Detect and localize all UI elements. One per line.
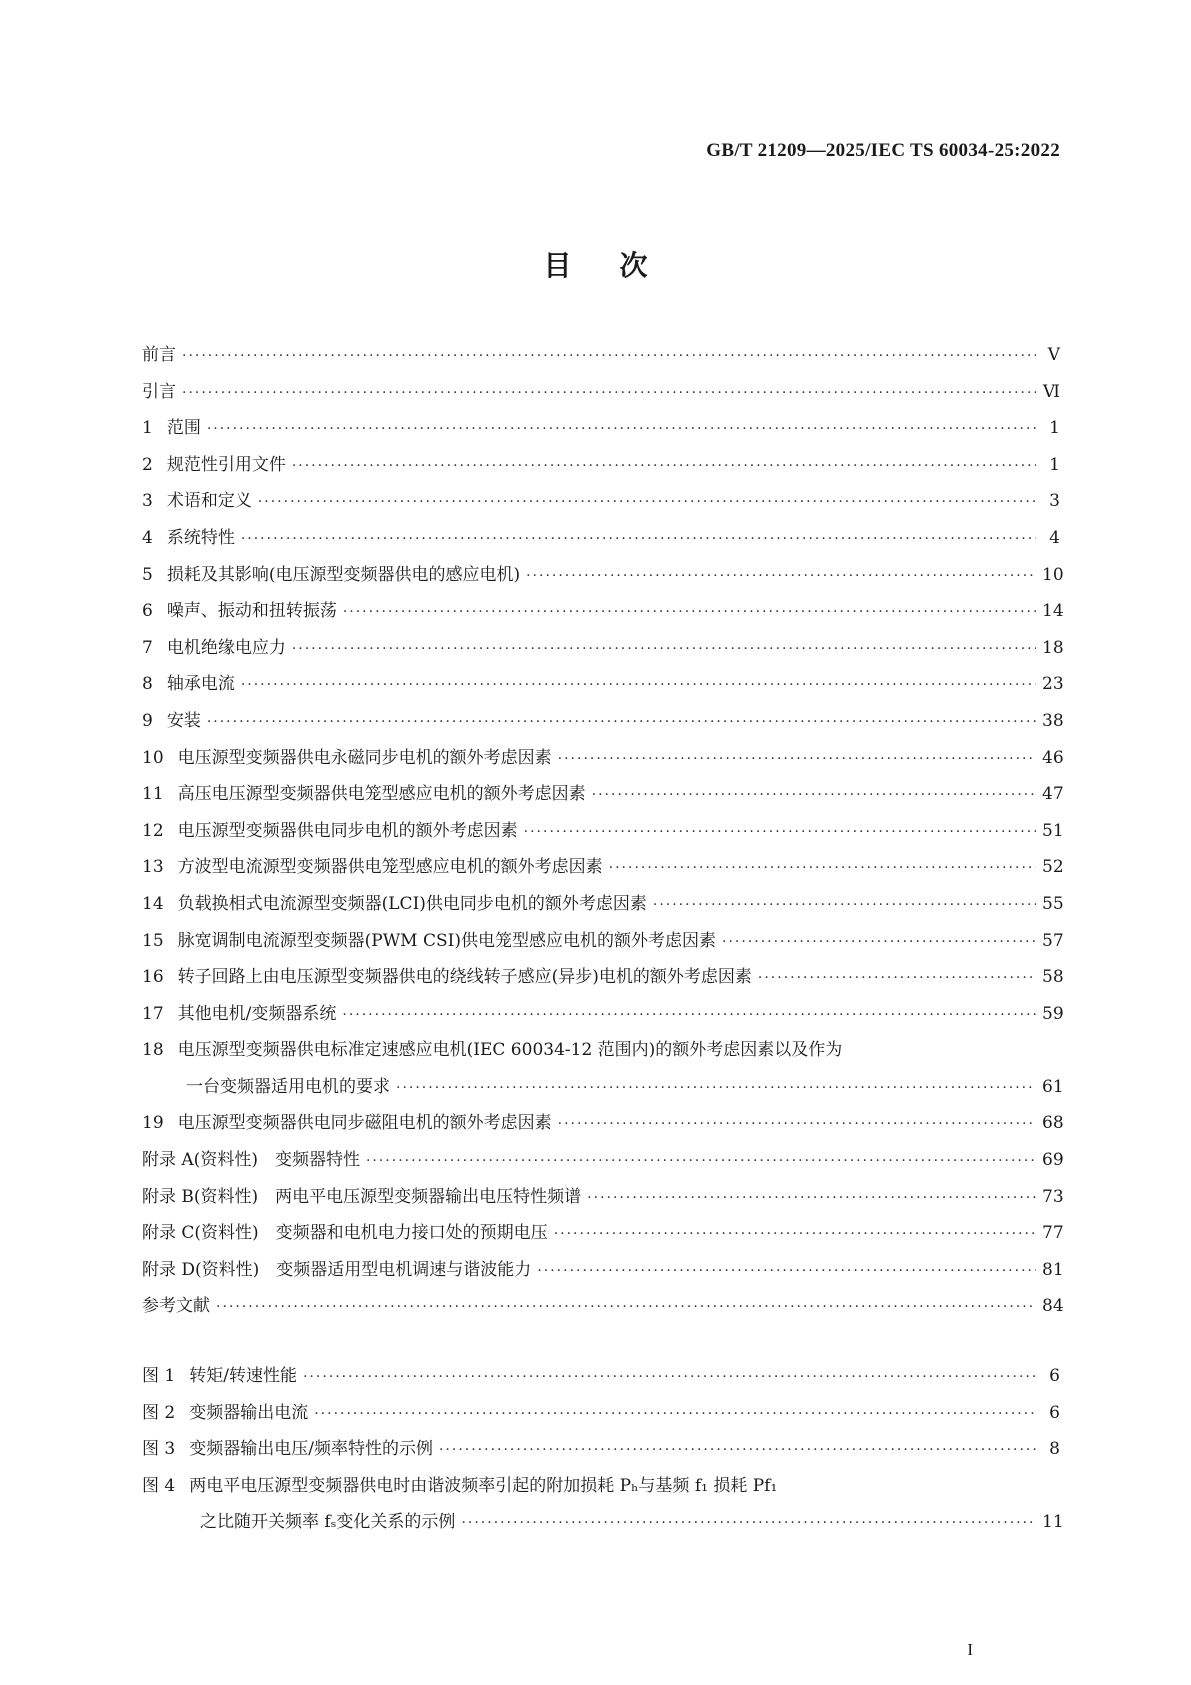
entry-title: 电压源型变频器供电标准定速感应电机(IEC 60034-12 范围内)的额外考虑因素以及作为 — [177, 1040, 843, 1061]
leader-dots — [258, 484, 1036, 521]
entry-page: 52 — [1042, 857, 1064, 878]
leader-dots — [592, 777, 1036, 814]
figure-entry[interactable] — [142, 1468, 1064, 1541]
entry-page: 61 — [1042, 1076, 1064, 1097]
entry-line — [142, 483, 1060, 520]
figure-entry[interactable] — [142, 1395, 1060, 1432]
entry-title: 转子回路上由电压源型变频器供电的绕线转子感应(异步)电机的额外考虑因素 — [177, 967, 752, 988]
entry-page: 57 — [1042, 930, 1064, 951]
leader-dots — [396, 1070, 1036, 1107]
toc-entry[interactable] — [142, 483, 1060, 520]
entry-page: 1 — [1049, 418, 1060, 439]
page-number: I — [967, 1640, 973, 1659]
entry-number: 16 — [142, 967, 164, 988]
entry-title: 负载换相式电流源型变频器(LCI)供电同步电机的额外考虑因素 — [177, 893, 647, 914]
entry-line — [142, 447, 1060, 484]
leader-dots — [314, 1396, 1036, 1433]
entry-number: 图 1 — [142, 1366, 176, 1386]
leader-dots — [216, 1289, 1036, 1326]
toc-entry[interactable] — [142, 776, 1064, 813]
entry-number: 图 4 — [142, 1475, 176, 1496]
leader-dots — [292, 631, 1036, 668]
entry-number: 12 — [142, 820, 164, 841]
leader-dots — [342, 997, 1036, 1034]
entry-line — [142, 1105, 1064, 1142]
entry-line — [142, 1252, 1064, 1289]
entry-number: 4 — [142, 527, 153, 548]
entry-page: 10 — [1042, 564, 1064, 585]
entry-line — [142, 1358, 1060, 1395]
entry-title: 电压源型变频器供电同步磁阻电机的额外考虑因素 — [177, 1113, 552, 1134]
entry-title: 安装 — [166, 710, 201, 731]
entry-page: 11 — [1042, 1512, 1064, 1533]
entry-number: 6 — [142, 601, 153, 622]
leader-dots — [182, 375, 1036, 412]
entry-page: 58 — [1042, 967, 1064, 988]
entry-line — [142, 740, 1064, 777]
toc-entry[interactable] — [142, 630, 1064, 667]
entry-number: 图 2 — [142, 1402, 176, 1423]
entry-line — [142, 1179, 1064, 1216]
toc-entry[interactable] — [142, 337, 1060, 374]
entry-page: 8 — [1049, 1439, 1060, 1460]
toc-entry[interactable] — [142, 593, 1064, 630]
leader-dots — [366, 1143, 1036, 1180]
toc-entry[interactable] — [142, 740, 1064, 777]
leader-dots — [653, 887, 1036, 924]
entry-line — [142, 374, 1060, 411]
entry-line — [142, 593, 1064, 630]
entry-line — [142, 410, 1060, 447]
entry-number: 10 — [142, 747, 164, 768]
entry-number: 17 — [142, 1003, 164, 1024]
entry-second-line — [142, 1504, 1064, 1541]
entry-page: 4 — [1049, 527, 1060, 548]
leader-dots — [343, 594, 1036, 631]
leader-dots — [292, 448, 1036, 485]
entry-line — [142, 813, 1064, 850]
entry-title-continued: 一台变频器适用电机的要求 — [186, 1076, 390, 1097]
entry-line — [142, 630, 1064, 667]
toc-entry[interactable] — [142, 1179, 1064, 1216]
entry-title: 方波型电流源型变频器供电笼型感应电机的额外考虑因素 — [177, 857, 603, 878]
toc-entry[interactable] — [142, 1105, 1064, 1142]
entry-title: 前言 — [142, 345, 176, 365]
entry-title: 附录 C(资料性) 变频器和电机电力接口处的预期电压 — [142, 1223, 548, 1244]
toc-entry[interactable] — [142, 666, 1064, 703]
entry-page: 84 — [1042, 1296, 1064, 1317]
entry-number: 14 — [142, 893, 164, 914]
entry-page: 59 — [1042, 1003, 1064, 1024]
entry-first-line — [142, 1468, 1060, 1505]
entry-number: 13 — [142, 857, 164, 878]
entry-line — [142, 520, 1060, 557]
toc-entry[interactable] — [142, 923, 1064, 960]
toc-entry[interactable] — [142, 959, 1064, 996]
entry-title: 转矩/转速性能 — [189, 1366, 297, 1386]
entry-page: 14 — [1042, 601, 1064, 622]
toc-entry[interactable] — [142, 374, 1060, 411]
toc-entry[interactable] — [142, 703, 1064, 740]
entry-line — [142, 557, 1064, 594]
toc-entry[interactable] — [142, 410, 1060, 447]
entry-line — [142, 959, 1064, 996]
entry-page: 73 — [1042, 1186, 1064, 1207]
entry-page: 77 — [1042, 1223, 1064, 1244]
entry-title: 附录 A(资料性) 变频器特性 — [142, 1150, 360, 1171]
entry-second-line — [142, 1069, 1064, 1106]
leader-dots — [758, 960, 1036, 997]
leader-dots — [524, 814, 1036, 851]
toc-entry[interactable] — [142, 1215, 1064, 1252]
entry-title: 噪声、振动和扭转振荡 — [166, 601, 337, 622]
toc-entry[interactable] — [142, 849, 1064, 886]
entry-number: 15 — [142, 930, 164, 951]
entry-number: 5 — [142, 564, 153, 585]
toc-entry[interactable] — [142, 557, 1064, 594]
entry-line — [142, 886, 1064, 923]
entry-title: 附录 D(资料性) 变频器适用型电机调速与谐波能力 — [142, 1259, 532, 1280]
leader-dots — [241, 521, 1036, 558]
toc-entry[interactable] — [142, 813, 1064, 850]
entry-number: 18 — [142, 1040, 164, 1061]
toc-entry[interactable] — [142, 1032, 1064, 1105]
entry-title: 电压源型变频器供电永磁同步电机的额外考虑因素 — [177, 747, 552, 768]
entry-line — [142, 849, 1064, 886]
entry-page: 47 — [1042, 784, 1064, 805]
entry-title: 电压源型变频器供电同步电机的额外考虑因素 — [177, 820, 518, 841]
entry-title: 术语和定义 — [166, 491, 252, 512]
entry-number: 2 — [142, 454, 153, 475]
leader-dots — [558, 1106, 1036, 1143]
leader-dots — [207, 704, 1036, 741]
leader-dots — [587, 1180, 1036, 1217]
entry-page: 81 — [1042, 1259, 1064, 1280]
entry-number: 1 — [142, 418, 153, 439]
entry-line — [142, 1395, 1060, 1432]
entry-title: 轴承电流 — [166, 674, 235, 695]
entry-title: 两电平电压源型变频器供电时由谐波频率引起的附加损耗 Pₕ与基频 f₁ 损耗 Pf₁ — [189, 1475, 778, 1496]
entry-page: 55 — [1042, 893, 1064, 914]
entry-page: Ⅵ — [1042, 381, 1060, 402]
entry-title: 引言 — [142, 381, 176, 402]
entry-number: 9 — [142, 710, 153, 731]
entry-title: 电机绝缘电应力 — [166, 637, 286, 658]
leader-dots — [609, 850, 1036, 887]
leader-dots — [554, 1216, 1036, 1253]
entry-number: 11 — [142, 784, 164, 805]
entry-line — [142, 996, 1064, 1033]
leader-dots — [439, 1432, 1036, 1469]
entry-title: 系统特性 — [166, 527, 235, 548]
entry-title: 其他电机/变频器系统 — [177, 1003, 337, 1024]
entry-line — [142, 1431, 1060, 1468]
toc-entry[interactable] — [142, 447, 1060, 484]
leader-dots — [207, 411, 1036, 448]
entry-line — [142, 1288, 1064, 1325]
entry-title: 范围 — [166, 418, 201, 439]
entry-page: 38 — [1042, 710, 1064, 731]
leader-dots — [303, 1359, 1036, 1396]
leader-dots — [722, 924, 1036, 961]
entry-number: 8 — [142, 674, 153, 695]
page-title: 目次 — [543, 249, 696, 282]
entry-line — [142, 1215, 1064, 1252]
entry-line — [142, 666, 1064, 703]
entry-page: 51 — [1042, 820, 1064, 841]
toc-entry[interactable] — [142, 1288, 1064, 1325]
entry-line — [142, 923, 1064, 960]
entry-title: 参考文献 — [142, 1296, 210, 1317]
entry-line — [142, 1142, 1064, 1179]
leader-dots — [241, 667, 1036, 704]
entry-line — [142, 776, 1064, 813]
entry-line — [142, 703, 1064, 740]
entry-page: 68 — [1042, 1113, 1064, 1134]
toc-entry[interactable] — [142, 996, 1064, 1033]
entry-page: 6 — [1049, 1402, 1060, 1423]
entry-title: 附录 B(资料性) 两电平电压源型变频器输出电压特性频谱 — [142, 1186, 582, 1207]
entry-title: 高压电压源型变频器供电笼型感应电机的额外考虑因素 — [177, 784, 586, 805]
entry-first-line — [142, 1032, 1060, 1069]
leader-dots — [558, 741, 1036, 778]
entry-number: 3 — [142, 491, 153, 512]
standard-code: GB/T 21209—2025/IEC TS 60034-25:2022 — [706, 140, 1060, 161]
entry-page: 46 — [1042, 747, 1064, 768]
entry-page: 18 — [1042, 637, 1064, 658]
entry-number: 19 — [142, 1113, 164, 1134]
leader-dots — [461, 1505, 1036, 1542]
entry-title: 变频器输出电压/频率特性的示例 — [189, 1439, 433, 1460]
entry-page: 1 — [1049, 454, 1060, 475]
entry-page: Ⅴ — [1047, 345, 1060, 365]
entry-title: 变频器输出电流 — [189, 1402, 309, 1423]
toc-entry[interactable] — [142, 1142, 1064, 1179]
entry-page: 69 — [1042, 1150, 1064, 1171]
entry-page: 23 — [1042, 674, 1064, 695]
figure-entry[interactable] — [142, 1431, 1060, 1468]
leader-dots — [182, 338, 1036, 375]
leader-dots — [526, 558, 1036, 595]
toc-entry[interactable] — [142, 1252, 1064, 1289]
leader-dots — [537, 1253, 1036, 1290]
table-of-contents — [142, 337, 1064, 1325]
entry-title: 规范性引用文件 — [166, 454, 286, 475]
entry-line — [142, 337, 1060, 374]
entry-title: 损耗及其影响(电压源型变频器供电的感应电机) — [166, 564, 521, 585]
entry-title: 脉宽调制电流源型变频器(PWM CSI)供电笼型感应电机的额外考虑因素 — [177, 930, 716, 951]
entry-number: 图 3 — [142, 1439, 176, 1460]
toc-entry[interactable] — [142, 520, 1060, 557]
entry-page: 6 — [1049, 1366, 1060, 1386]
entry-number: 7 — [142, 637, 153, 658]
entry-title-continued: 之比随开关频率 fₛ变化关系的示例 — [200, 1512, 456, 1533]
entry-page: 3 — [1049, 491, 1060, 512]
figure-entry[interactable] — [142, 1358, 1060, 1395]
figure-list — [142, 1358, 1064, 1541]
toc-entry[interactable] — [142, 886, 1064, 923]
